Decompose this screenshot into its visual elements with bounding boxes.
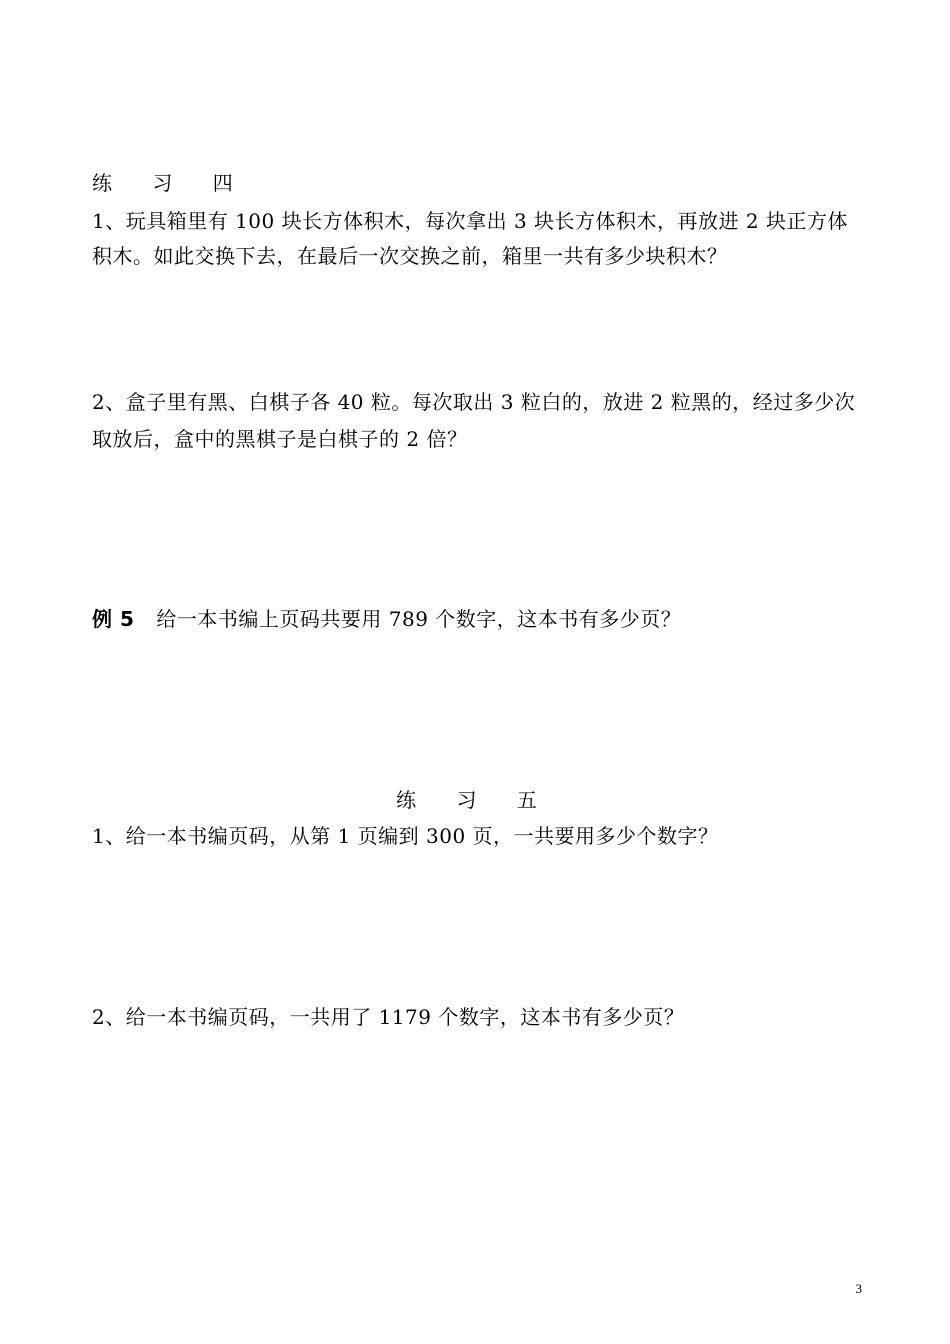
section4-question2-line1: 2、盒子里有黑、白棋子各 40 粒。每次取出 3 粒白的，放进 2 粒黑的，经过多少次 [92, 390, 856, 414]
example5-text: 给一本书编上页码共要用 789 个数字，这本书有多少页？ [156, 607, 682, 631]
example5 [92, 604, 681, 634]
section4-heading: 练 习 四 [92, 171, 250, 195]
example5-label: 例 5 [92, 607, 135, 631]
section4-question1-line1: 1、玩具箱里有 100 块长方体积木，每次拿出 3 块长方体积木，再放进 2 块正方体 [92, 209, 848, 233]
section4-question2-line2: 取放后，盒中的黑棋子是白棋子的 2 倍？ [92, 427, 468, 451]
section4-question1-line2: 积木。如此交换下去，在最后一次交换之前，箱里一共有多少块积木？ [92, 244, 728, 268]
section5-question2: 2、给一本书编页码，一共用了 1179 个数字，这本书有多少页？ [92, 1005, 685, 1029]
section5-heading: 练 习 五 [396, 788, 554, 812]
page-number: 3 [855, 1281, 862, 1296]
section5-question1: 1、给一本书编页码，从第 1 页编到 300 页，一共要用多少个数字？ [92, 824, 719, 848]
